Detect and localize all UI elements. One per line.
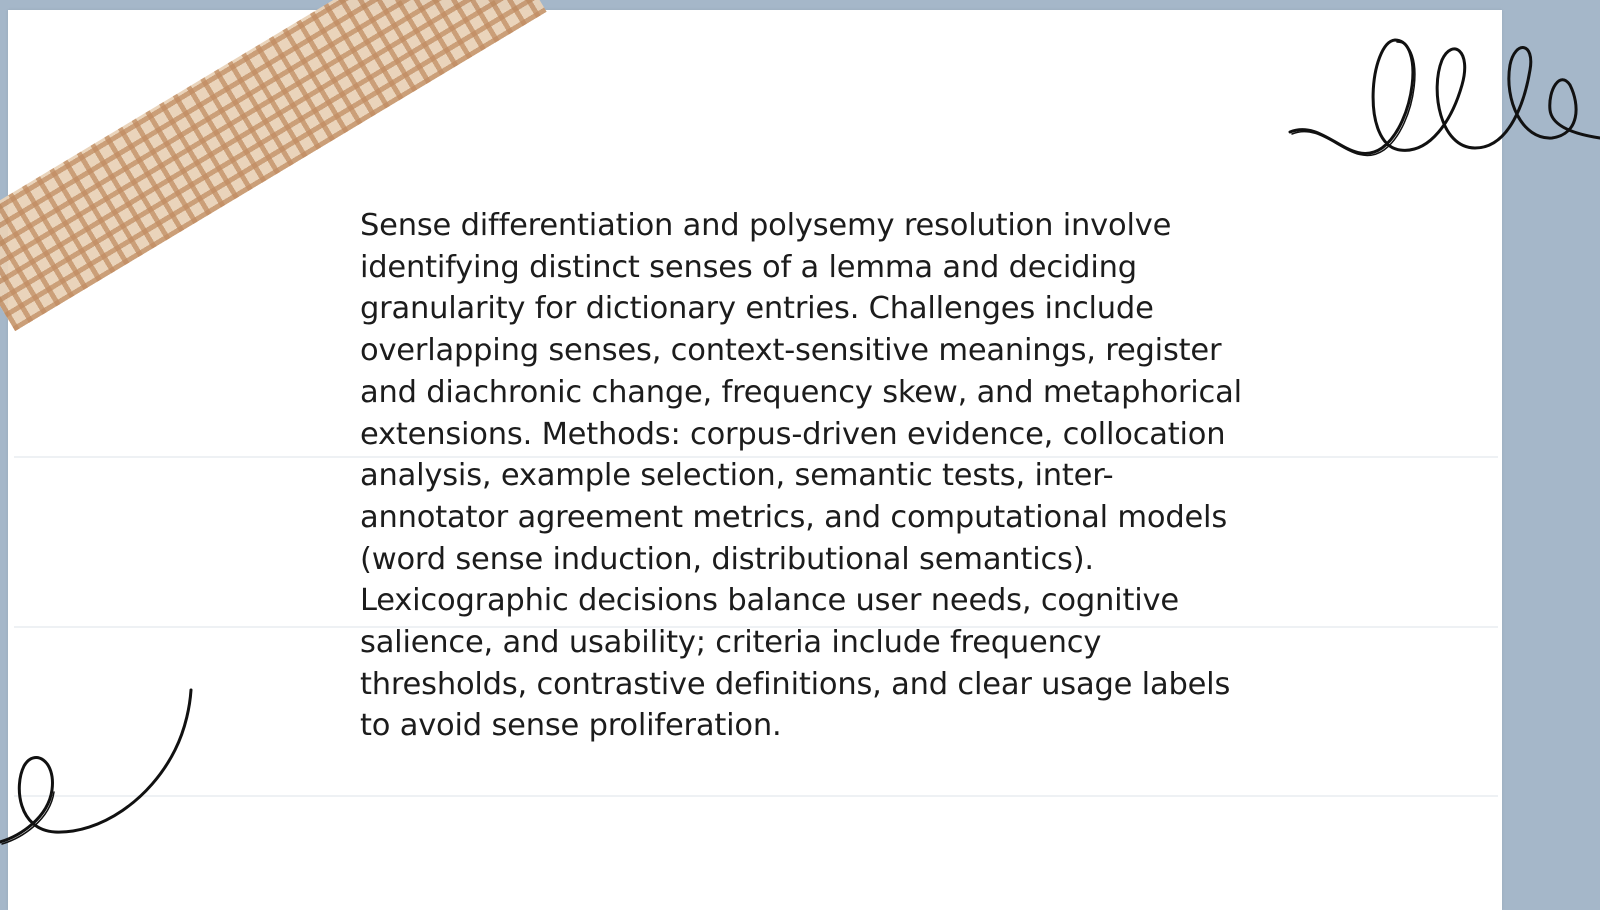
swirl-scribble-icon [0,690,210,860]
ruled-line [14,795,1498,797]
loop-scribble-icon [1290,30,1600,170]
body-paragraph: Sense differentiation and polysemy resolution involve identifying distinct senses of a lemma and deciding granularity for dictionary entries. Challenges include overlapping senses, context-sensitive meanings, register and diachronic change, frequency skew, and metaphorical extensions. Methods: corpus-driven evidence, collocation analysis, example selection, semantic tests, inter-annotator agreement metrics, and computational models (word sense induction, distributional semantics). Lexicographic decisions balance user needs, cognitive salience, and usability; criteria include frequency thresholds, contrastive definitions, and clear usage labels to avoid sense proliferation. [360,208,1242,744]
